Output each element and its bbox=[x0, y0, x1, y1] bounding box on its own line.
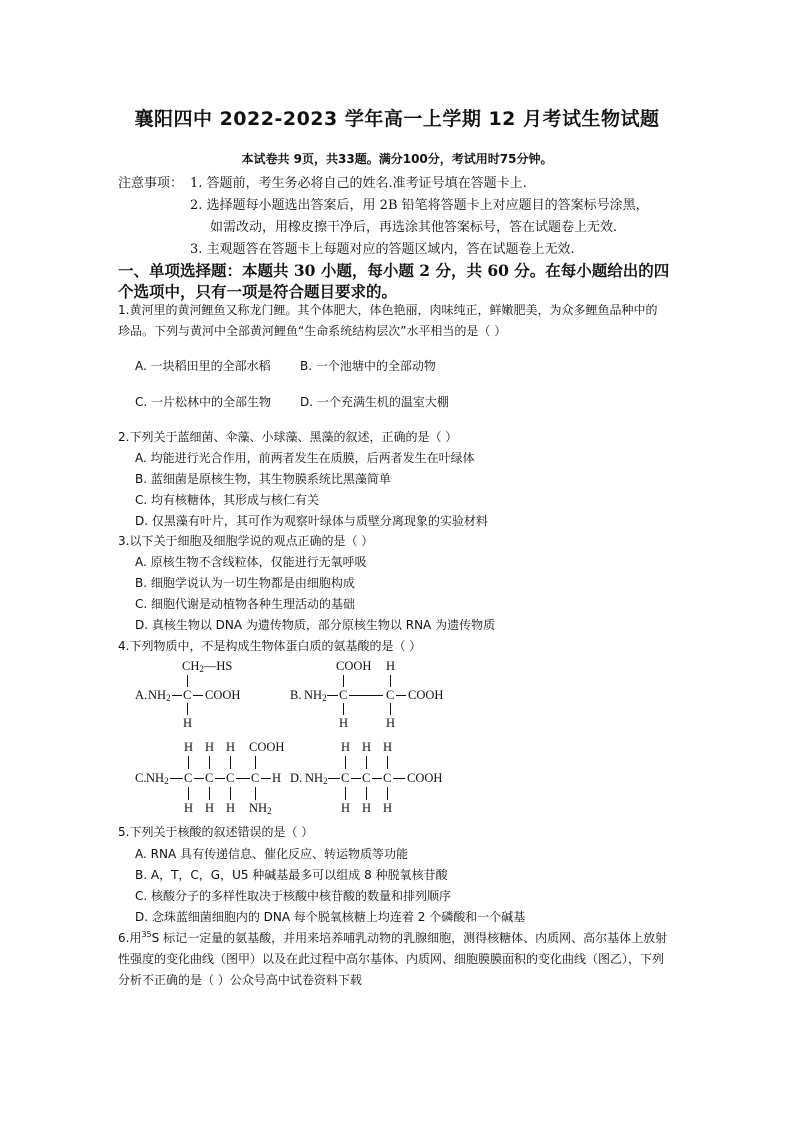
q4c-carbon-2: C bbox=[205, 771, 214, 785]
q4c-hydrogen-end: H bbox=[272, 771, 282, 785]
q4c-amino-bottom: $NH_2$ bbox=[249, 801, 272, 816]
q2-option-b: B. 蓝细菌是原核生物，其生物膜系统比黑藻简单 bbox=[135, 472, 391, 486]
notes-label: 注意事项： bbox=[118, 176, 184, 191]
q3-option-a: A. 原核生物不含线粒体，仅能进行无氧呼吸 bbox=[135, 555, 367, 569]
exam-info: 本试卷共 9页，共33题。满分100分，考试用时75分钟。 bbox=[241, 152, 553, 166]
q3-option-c: C. 细胞代谢是动植物各种生理活动的基础 bbox=[135, 597, 356, 611]
q4b-hydrogen-top: H bbox=[386, 659, 396, 673]
q2-option-d: D. 仅黑藻有叶片，其可作为观察叶绿体与质壁分离现象的实验材料 bbox=[135, 514, 488, 528]
note-item-2-cont: 如需改动，用橡皮擦干净后，再选涂其他答案标号，答在试题卷上无效. bbox=[210, 220, 618, 235]
q4d-carboxyl-group: COOH bbox=[407, 771, 443, 785]
q4c-h-bottom-1: H bbox=[184, 801, 194, 815]
q4b-hydrogen-bottom-2: H bbox=[386, 716, 396, 730]
q4d-carbon-3: C bbox=[383, 771, 392, 785]
note-item-1: 1. 答题前，考生务必将自己的姓名.准考证号填在答题卡上. bbox=[190, 176, 527, 191]
q3-option-d: D. 真核生物以 DNA 为遗传物质，部分原核生物以 RNA 为遗传物质 bbox=[135, 618, 496, 632]
q5-stem: 5.下列关于核酸的叙述错误的是（ ） bbox=[118, 825, 314, 839]
q4a-r-group: $CH_2—HS$ bbox=[182, 659, 233, 674]
q4c-h-top-2: H bbox=[205, 740, 215, 754]
q4c-amino-group: $NH_2$ bbox=[146, 771, 169, 786]
q4a-alpha-carbon: C bbox=[183, 688, 192, 702]
q5-option-c: C. 核酸分子的多样性取决于核酸中核苷酸的数量和排列顺序 bbox=[135, 889, 452, 903]
q4c-carbon-3: C bbox=[226, 771, 235, 785]
q4-label-d: D. bbox=[290, 771, 303, 785]
q4d-amino-group: $NH_2$ bbox=[305, 771, 328, 786]
section-heading-line2: 个选项中，只有一项是符合题目要求的。 bbox=[118, 282, 398, 301]
q4-label-c: C. bbox=[135, 771, 147, 785]
q4a-amino-group: $NH_2$ bbox=[148, 688, 171, 703]
q1-stem-line1: 1.黄河里的黄河鲤鱼又称龙门鲤。其个体肥大，体色艳丽，肉味纯正，鲜嫩肥美，为众多鲤鱼品种中的 bbox=[118, 303, 658, 317]
note-item-2: 2. 选择题每小题选出答案后，用 2B 铅笔将答题卡上对应题目的答案标号涂黑， bbox=[190, 198, 649, 213]
q6-stem-line3: 分析不正确的是（ ）公众号高中试卷资料下载 bbox=[118, 973, 362, 987]
q3-stem: 3.以下关于细胞及细胞学说的观点正确的是（ ） bbox=[118, 534, 374, 548]
q4d-h-top-1: H bbox=[341, 740, 351, 754]
q4c-carbon-4: C bbox=[251, 771, 260, 785]
q1-option-c: C. 一片松林中的全部生物 bbox=[135, 395, 272, 409]
q1-option-d: D. 一个充满生机的温室大棚 bbox=[300, 395, 449, 409]
q4-label-a: A. bbox=[135, 688, 148, 702]
q1-stem-line2: 珍品。下列与黄河中全部黄河鲤鱼“生命系统结构层次”水平相当的是（ ） bbox=[118, 324, 507, 338]
q1-option-b: B. 一个池塘中的全部动物 bbox=[300, 359, 436, 373]
q4d-h-bottom-1: H bbox=[341, 801, 351, 815]
q1-option-a: A. 一块稻田里的全部水稻 bbox=[135, 359, 271, 373]
q4c-carbon-1: C bbox=[184, 771, 193, 785]
q4d-carbon-1: C bbox=[341, 771, 350, 785]
q5-option-a: A. RNA 具有传递信息、催化反应、转运物质等功能 bbox=[135, 847, 408, 861]
q4d-carbon-2: C bbox=[362, 771, 371, 785]
q4-label-b: B. bbox=[290, 688, 302, 702]
q5-option-d: D. 念珠蓝细菌细胞内的 DNA 每个脱氧核糖上均连着 2 个磷酸和一个碱基 bbox=[135, 910, 526, 924]
q4b-carbon-1: C bbox=[339, 688, 348, 702]
q2-option-a: A. 均能进行光合作用，前两者发生在质膜，后两者发生在叶绿体 bbox=[135, 451, 475, 465]
q2-stem: 2.下列关于蓝细菌、伞藻、小球藻、黑藻的叙述，正确的是（ ） bbox=[118, 430, 458, 444]
q4a-carboxyl-group: COOH bbox=[205, 688, 241, 702]
q4b-carboxyl-group: COOH bbox=[408, 688, 444, 702]
section-heading-line1: 一、单项选择题：本题共 30 小题，每小题 2 分，共 60 分。在每小题给出的四 bbox=[118, 261, 670, 280]
q4b-amino-group: $NH_2$ bbox=[304, 688, 327, 703]
q4b-carbon-2: C bbox=[386, 688, 395, 702]
q4c-h-bottom-2: H bbox=[205, 801, 215, 815]
q4c-h-top-1: H bbox=[184, 740, 194, 754]
q4d-h-bottom-2: H bbox=[362, 801, 372, 815]
q4d-h-bottom-3: H bbox=[383, 801, 393, 815]
q6-stem-line2: 性强度的变化曲线（图甲）以及在此过程中高尔基体、内质网、细胞膜膜面积的变化曲线（图乙），下列 bbox=[118, 952, 665, 966]
note-item-3: 3. 主观题答在答题卡上每题对应的答题区域内，答在试题卷上无效. bbox=[190, 242, 575, 257]
q2-option-c: C. 均有核糖体，其形成与核仁有关 bbox=[135, 493, 320, 507]
q4b-carboxyl-top: COOH bbox=[336, 659, 372, 673]
q4a-hydrogen: H bbox=[183, 716, 193, 730]
q4c-carboxyl-top: COOH bbox=[249, 740, 285, 754]
q4-stem: 4.下列物质中，不是构成生物体蛋白质的氨基酸的是（ ） bbox=[118, 639, 422, 653]
q4d-h-top-2: H bbox=[362, 740, 372, 754]
q4c-h-top-3: H bbox=[226, 740, 236, 754]
q6-stem-line1: 6.用$^{35}$S 标记一定量的氨基酸，并用来培养哺乳动物的乳腺细胞，测得核糖体、内质网、高尔基体上放射 bbox=[118, 930, 668, 945]
q4d-h-top-3: H bbox=[383, 740, 393, 754]
q4b-hydrogen-bottom-1: H bbox=[339, 716, 349, 730]
q4c-h-bottom-3: H bbox=[226, 801, 236, 815]
page-title: 襄阳四中 2022-2023 学年高一上学期 12 月考试生物试题 bbox=[134, 108, 660, 130]
q5-option-b: B. A，T，C，G，U5 种碱基最多可以组成 8 种脱氧核苷酸 bbox=[135, 868, 448, 882]
q3-option-b: B. 细胞学说认为一切生物都是由细胞构成 bbox=[135, 576, 355, 590]
